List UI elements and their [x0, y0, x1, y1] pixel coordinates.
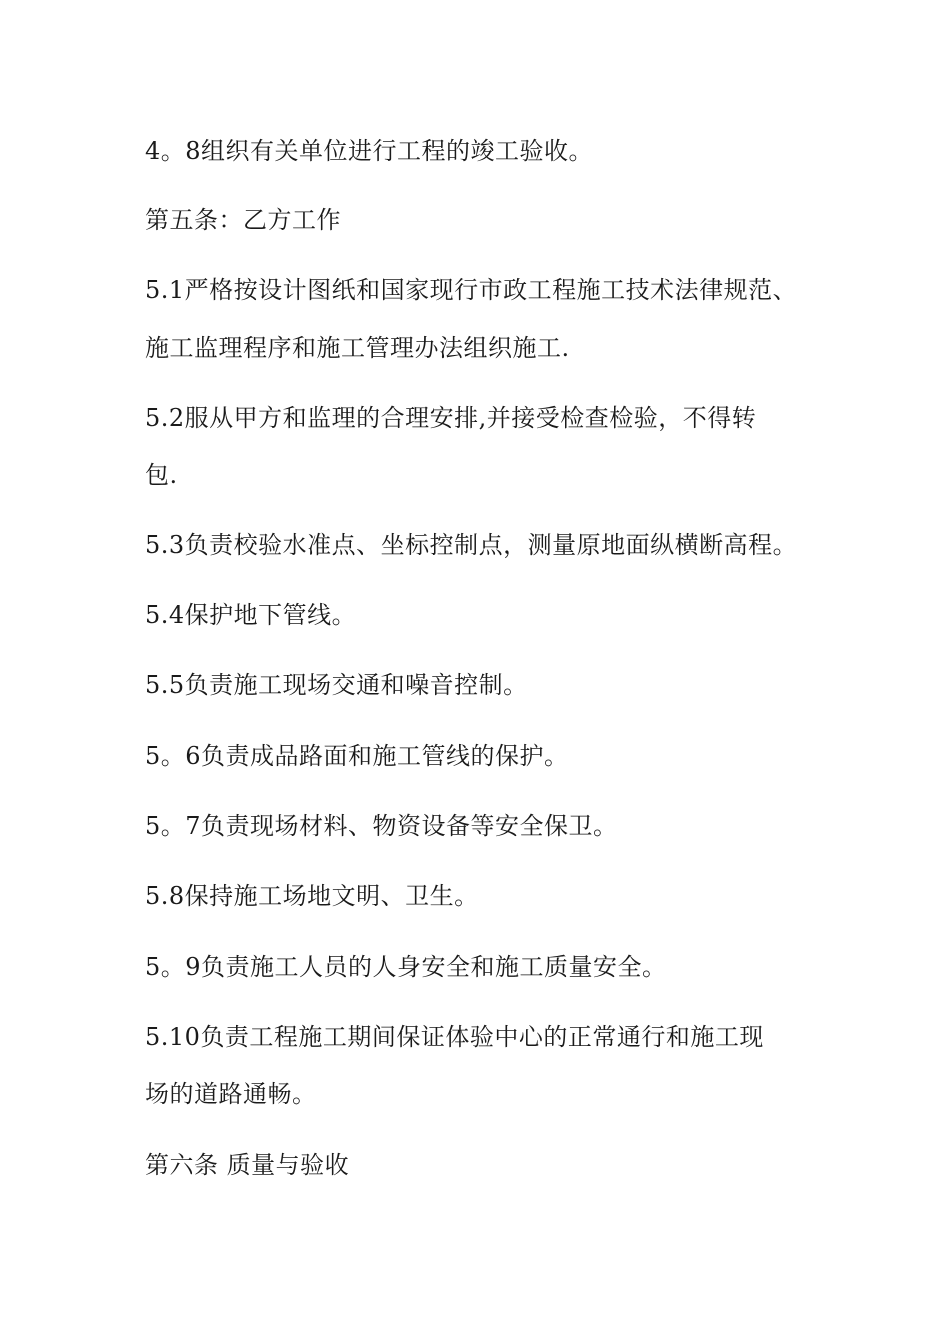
clause-5-3: 5.3负责校验水准点、坐标控制点，测量原地面纵横断高程。: [145, 531, 798, 559]
article-5-heading: 第五条：乙方工作: [145, 206, 341, 234]
clause-5-10-line-2: 场的道路通畅。: [145, 1080, 317, 1108]
clause-5-10-line-1: 5.10负责工程施工期间保证体验中心的正常通行和施工现: [145, 1023, 764, 1051]
clause-5-4: 5.4保护地下管线。: [145, 601, 357, 629]
clause-5-5: 5.5负责施工现场交通和噪音控制。: [145, 671, 528, 699]
clause-5-2-line-2: 包.: [145, 461, 178, 489]
clause-4-8: 4。8组织有关单位进行工程的竣工验收。: [145, 137, 594, 165]
clause-5-2-line-1: 5.2服从甲方和监理的合理安排,并接受检查检验，不得转: [145, 404, 757, 432]
clause-5-1-line-1: 5.1严格按设计图纸和国家现行市政工程施工技术法律规范、: [145, 276, 798, 304]
clause-5-6: 5。6负责成品路面和施工管线的保护。: [145, 742, 569, 770]
clause-5-8: 5.8保持施工场地文明、卫生。: [145, 882, 479, 910]
clause-5-1-line-2: 施工监理程序和施工管理办法组织施工.: [145, 334, 570, 362]
article-6-heading: 第六条 质量与验收: [145, 1151, 350, 1179]
clause-5-7: 5。7负责现场材料、物资设备等安全保卫。: [145, 812, 618, 840]
clause-5-9: 5。9负责施工人员的人身安全和施工质量安全。: [145, 953, 667, 981]
